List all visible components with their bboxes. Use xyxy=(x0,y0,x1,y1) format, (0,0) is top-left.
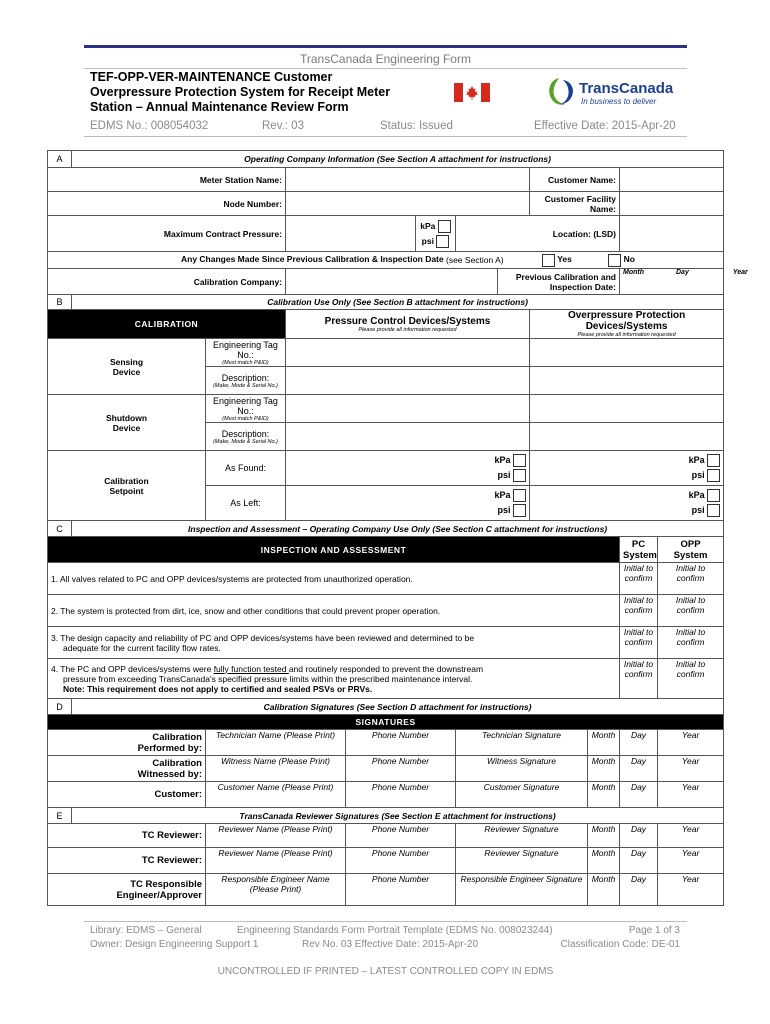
as-found-pc-kpa-checkbox[interactable] xyxy=(513,454,526,467)
sensing-device-label: Sensing Device xyxy=(48,339,206,395)
technician-signature-field[interactable]: Technician Signature xyxy=(456,730,588,756)
kpa-checkbox[interactable] xyxy=(438,220,451,233)
responsible-month-field[interactable]: Month xyxy=(588,874,620,906)
opp-devices-header: Overpressure Protection Devices/Systems Please provide all information requested xyxy=(530,310,724,339)
reviewer-1-name-field[interactable]: Reviewer Name (Please Print) xyxy=(206,824,346,848)
reviewer-1-day-field[interactable]: Day xyxy=(620,824,658,848)
shutdown-pc-description-field[interactable] xyxy=(286,423,530,451)
opp-system-header: OPP System xyxy=(658,537,724,563)
section-b-letter: B xyxy=(48,295,72,310)
inspection-item-3: 3. The design capacity and reliability of PC and OPP devices/systems have been reviewed and determined to be adequate for the current facility flow rates. xyxy=(48,627,620,659)
customer-name-label: Customer Name: xyxy=(530,168,620,192)
node-number-field[interactable] xyxy=(286,192,530,216)
pc-system-header: PC System xyxy=(620,537,658,563)
responsible-phone-field[interactable]: Phone Number xyxy=(346,874,456,906)
tc-reviewer-2-label: TC Reviewer: xyxy=(48,848,206,874)
sensing-pc-tag-field[interactable] xyxy=(286,339,530,367)
footer-template: Engineering Standards Form Portrait Template (EDMS No. 008023244) xyxy=(237,925,553,936)
footer-rev: Rev No. 03 Effective Date: 2015-Apr-20 xyxy=(302,939,479,950)
item-4-opp-initial[interactable]: Initial to confirm xyxy=(658,659,724,699)
sensing-tag-label: Engineering Tag No.: (Must match P&ID) xyxy=(206,339,286,367)
shutdown-description-label: Description: (Make, Mode & Serial No.) xyxy=(206,423,286,451)
section-b-heading: Calibration Use Only (See Section B attachment for instructions) xyxy=(72,295,724,310)
shutdown-tag-label: Engineering Tag No.: (Must match P&ID) xyxy=(206,395,286,423)
section-d-letter: D xyxy=(48,699,72,715)
changes-row: Any Changes Made Since Previous Calibration & Inspection Date (see Section A) Yes No xyxy=(48,252,724,269)
footer-library: Library: EDMS – General xyxy=(90,925,202,936)
customer-facility-label: Customer Facility Name: xyxy=(530,192,620,216)
technician-month-field[interactable]: Month xyxy=(588,730,620,756)
witness-signature-field[interactable]: Witness Signature xyxy=(456,756,588,782)
witness-day-field[interactable]: Day xyxy=(620,756,658,782)
previous-calibration-label: Previous Calibration and Inspection Date: xyxy=(498,269,620,295)
meter-station-label: Meter Station Name: xyxy=(48,168,286,192)
reviewer-2-phone-field[interactable]: Phone Number xyxy=(346,848,456,874)
as-left-pc-psi-checkbox[interactable] xyxy=(513,504,526,517)
shutdown-opp-description-field[interactable] xyxy=(530,423,724,451)
section-a-heading: Operating Company Information (See Section A attachment for instructions) xyxy=(72,151,724,168)
customer-facility-field[interactable] xyxy=(620,192,724,216)
witness-name-field[interactable]: Witness Name (Please Print) xyxy=(206,756,346,782)
location-label: Location: (LSD) xyxy=(456,216,620,252)
canada-flag-icon xyxy=(454,83,490,102)
witness-month-field[interactable]: Month xyxy=(588,756,620,782)
reviewer-2-day-field[interactable]: Day xyxy=(620,848,658,874)
technician-year-field[interactable]: Year xyxy=(658,730,724,756)
pc-devices-header: Pressure Control Devices/Systems Please provide all information requested xyxy=(286,310,530,339)
transcanada-logo: TransCanada In business to deliver xyxy=(545,76,685,110)
footer-owner: Owner: Design Engineering Support 1 xyxy=(90,939,259,950)
witness-phone-field[interactable]: Phone Number xyxy=(346,756,456,782)
as-found-opp-kpa-checkbox[interactable] xyxy=(707,454,720,467)
yes-checkbox[interactable] xyxy=(542,254,555,267)
customer-year-field[interactable]: Year xyxy=(658,782,724,808)
reviewer-2-signature-field[interactable]: Reviewer Signature xyxy=(456,848,588,874)
signatures-banner: SIGNATURES xyxy=(48,715,724,730)
as-found-opp-psi-checkbox[interactable] xyxy=(707,469,720,482)
as-left-opp-kpa-checkbox[interactable] xyxy=(707,489,720,502)
uncontrolled-notice: UNCONTROLLED IF PRINTED – LATEST CONTROLLED COPY IN EDMS xyxy=(217,966,554,977)
sensing-description-label: Description: (Make, Mode & Serial No.) xyxy=(206,367,286,395)
max-pressure-field[interactable] xyxy=(286,216,416,252)
sensing-pc-description-field[interactable] xyxy=(286,367,530,395)
calibration-company-field[interactable] xyxy=(286,269,498,295)
customer-name-field[interactable] xyxy=(620,168,724,192)
status: Status: Issued xyxy=(380,120,453,132)
as-found-pc-field[interactable]: kPa psi xyxy=(286,451,530,486)
reviewer-1-month-field[interactable]: Month xyxy=(588,824,620,848)
sensing-opp-tag-field[interactable] xyxy=(530,339,724,367)
footer-classification: Classification Code: DE-01 xyxy=(560,939,680,950)
effective-date: Effective Date: 2015-Apr-20 xyxy=(534,120,676,132)
inspection-banner: INSPECTION AND ASSESSMENT xyxy=(48,537,620,563)
section-e-heading: TransCanada Reviewer Signatures (See Section E attachment for instructions) xyxy=(72,808,724,824)
as-left-pc-kpa-checkbox[interactable] xyxy=(513,489,526,502)
tc-reviewer-1-label: TC Reviewer: xyxy=(48,824,206,848)
shutdown-opp-tag-field[interactable] xyxy=(530,395,724,423)
customer-label: Customer: xyxy=(48,782,206,808)
responsible-name-field[interactable]: Responsible Engineer Name (Please Print) xyxy=(206,874,346,906)
technician-day-field[interactable]: Day xyxy=(620,730,658,756)
header-rule xyxy=(84,45,687,48)
tc-responsible-engineer-label: TC Responsible Engineer/Approver xyxy=(48,874,206,906)
item-2-opp-initial[interactable]: Initial to confirm xyxy=(658,595,724,627)
as-left-pc-field[interactable]: kPa psi xyxy=(286,486,530,521)
reviewer-2-month-field[interactable]: Month xyxy=(588,848,620,874)
previous-calibration-date-field[interactable]: Month Day Year xyxy=(620,269,724,295)
as-left-opp-psi-checkbox[interactable] xyxy=(707,504,720,517)
customer-day-field[interactable]: Day xyxy=(620,782,658,808)
inspection-item-2: 2. The system is protected from dirt, ice, snow and other conditions that could prevent proper operation. xyxy=(48,595,620,627)
footer-rule xyxy=(84,921,687,922)
sensing-opp-description-field[interactable] xyxy=(530,367,724,395)
section-c-letter: C xyxy=(48,521,72,537)
as-found-opp-field[interactable]: kPa psi xyxy=(530,451,724,486)
section-d-heading: Calibration Signatures (See Section D attachment for instructions) xyxy=(72,699,724,715)
responsible-day-field[interactable]: Day xyxy=(620,874,658,906)
section-e-letter: E xyxy=(48,808,72,824)
customer-phone-field[interactable]: Phone Number xyxy=(346,782,456,808)
as-found-label: As Found: xyxy=(206,451,286,486)
customer-month-field[interactable]: Month xyxy=(588,782,620,808)
technician-name-field[interactable]: Technician Name (Please Print) xyxy=(206,730,346,756)
item-1-opp-initial[interactable]: Initial to confirm xyxy=(658,563,724,595)
calibration-setpoint-label: Calibration Setpoint xyxy=(48,451,206,521)
psi-checkbox[interactable] xyxy=(436,235,449,248)
footer-page: Page 1 of 3 xyxy=(628,925,680,936)
item-2-pc-initial[interactable]: Initial to confirm xyxy=(620,595,658,627)
revision: Rev.: 03 xyxy=(262,120,304,132)
inspection-item-1: 1. All valves related to PC and OPP devices/systems are protected from unauthorized operation. xyxy=(48,563,620,595)
section-a-letter: A xyxy=(48,151,72,168)
witnessed-by-label: Calibration Witnessed by: xyxy=(48,756,206,782)
as-found-pc-psi-checkbox[interactable] xyxy=(513,469,526,482)
node-number-label: Node Number: xyxy=(48,192,286,216)
item-1-pc-initial[interactable]: Initial to confirm xyxy=(620,563,658,595)
header-divider xyxy=(84,68,687,69)
meter-station-field[interactable] xyxy=(286,168,530,192)
performed-by-label: Calibration Performed by: xyxy=(48,730,206,756)
technician-phone-field[interactable]: Phone Number xyxy=(346,730,456,756)
edms-number: EDMS No.: 008054032 xyxy=(90,120,209,132)
item-4-pc-initial[interactable]: Initial to confirm xyxy=(620,659,658,699)
shutdown-device-label: Shutdown Device xyxy=(48,395,206,451)
max-pressure-units: kPa psi xyxy=(416,216,456,252)
item-3-pc-initial[interactable]: Initial to confirm xyxy=(620,627,658,659)
as-left-label: As Left: xyxy=(206,486,286,521)
responsible-year-field[interactable]: Year xyxy=(658,874,724,906)
section-c-heading: Inspection and Assessment – Operating Company Use Only (See Section C attachment for instructions) xyxy=(72,521,724,537)
responsible-signature-field[interactable]: Responsible Engineer Signature xyxy=(456,874,588,906)
review-form-table xyxy=(47,150,748,906)
reviewer-1-phone-field[interactable]: Phone Number xyxy=(346,824,456,848)
item-3-opp-initial[interactable]: Initial to confirm xyxy=(658,627,724,659)
inspection-item-4: 4. The PC and OPP devices/systems were fully function tested and routinely responded to prevent the downstream pressure from exceeding TransCanada's specified pressure limits within the prescribed maintenance interval. Note: This requirement does not apply to certified and sealed PSVs or PRVs. xyxy=(48,659,620,699)
calibration-company-label: Calibration Company: xyxy=(48,269,286,295)
reviewer-2-name-field[interactable]: Reviewer Name (Please Print) xyxy=(206,848,346,874)
calibration-banner: CALIBRATION xyxy=(48,310,286,339)
reviewer-2-year-field[interactable]: Year xyxy=(658,848,724,874)
form-title: TEF-OPP-VER-MAINTENANCE Customer Overpressure Protection System for Receipt Meter Station – Annual Maintenance Review Form xyxy=(90,70,391,114)
customer-signature-field[interactable]: Customer Signature xyxy=(456,782,588,808)
no-checkbox[interactable] xyxy=(608,254,621,267)
max-pressure-label: Maximum Contract Pressure: xyxy=(48,216,286,252)
location-field[interactable] xyxy=(620,216,724,252)
witness-year-field[interactable]: Year xyxy=(658,756,724,782)
shutdown-pc-tag-field[interactable] xyxy=(286,395,530,423)
reviewer-1-signature-field[interactable]: Reviewer Signature xyxy=(456,824,588,848)
as-left-opp-field[interactable]: kPa psi xyxy=(530,486,724,521)
customer-name-sig-field[interactable]: Customer Name (Please Print) xyxy=(206,782,346,808)
reviewer-1-year-field[interactable]: Year xyxy=(658,824,724,848)
form-label: TransCanada Engineering Form xyxy=(300,52,471,66)
header-bottom-rule xyxy=(84,136,687,137)
